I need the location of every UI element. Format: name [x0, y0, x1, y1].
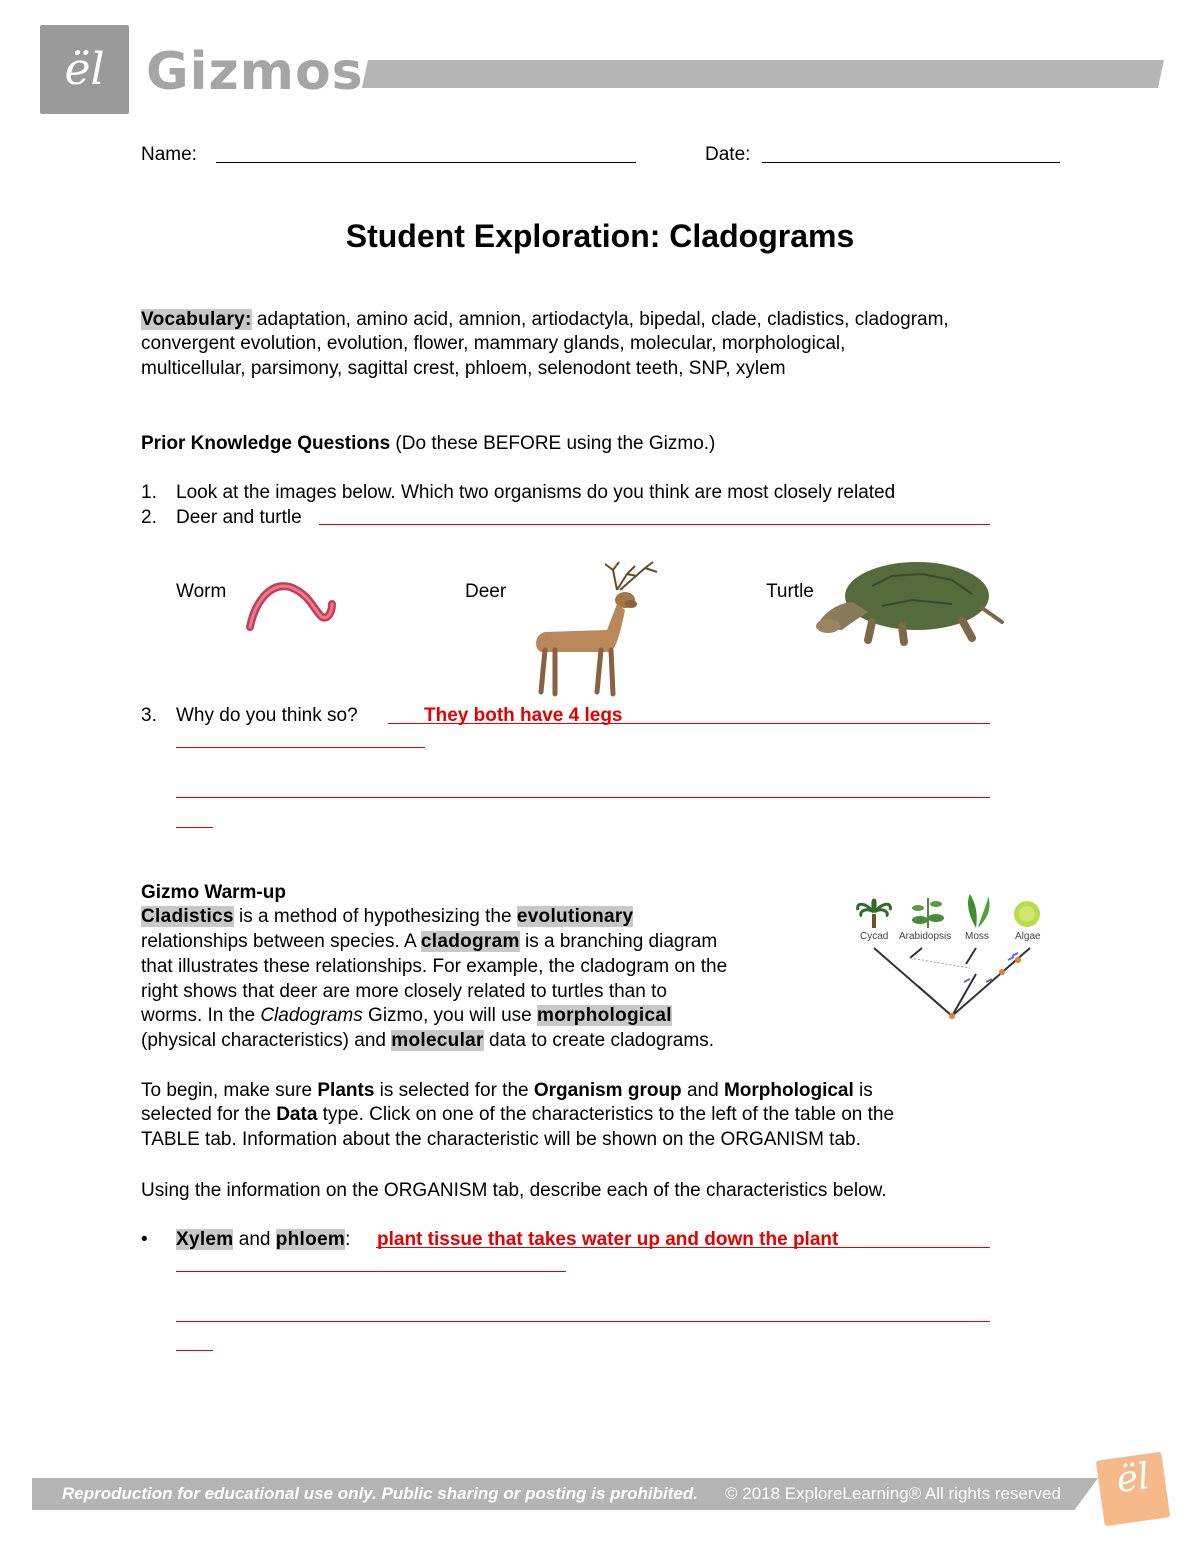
- worm-image: [240, 572, 340, 634]
- begin-line-2: selected for the Data type. Click on one of the characteristics to the left of the table on the: [141, 1104, 895, 1125]
- page-title: Student Exploration: Cladograms: [345, 218, 855, 254]
- vocabulary-label: Vocabulary:: [141, 309, 252, 330]
- warmup-line-3: that illustrates these relationships. For example, the cladogram on the: [141, 956, 728, 977]
- question-3-number: 3.: [141, 705, 157, 726]
- cycad-icon: [858, 900, 891, 928]
- warmup-line-2: relationships between species. A cladogram is a branching diagram: [141, 931, 718, 952]
- warmup-line-5: worms. In the Cladograms Gizmo, you will use morphological: [141, 1005, 672, 1026]
- cladogram-label: Arabidopsis: [899, 931, 952, 942]
- answer-line[interactable]: [176, 1321, 990, 1322]
- using-instructions: Using the information on the ORGANISM tab, describe each of the characteristics below.: [141, 1180, 887, 1201]
- bullet-icon: •: [141, 1229, 148, 1250]
- header-bar: [362, 60, 1164, 88]
- question-2-number: 2.: [141, 507, 157, 528]
- warmup-line-4: right shows that deer are more closely related to turtles than to: [141, 981, 667, 1002]
- question-2-answer: Deer and turtle: [176, 507, 302, 528]
- xylem-phloem-prompt: Xylem and phloem:: [176, 1229, 351, 1250]
- answer-line[interactable]: [388, 723, 990, 724]
- footer-notice: Reproduction for educational use only. Public sharing or posting is prohibited.: [62, 1484, 698, 1503]
- answer-line[interactable]: [319, 524, 990, 525]
- question-1-number: 1.: [141, 482, 157, 503]
- name-label: Name:: [141, 144, 197, 165]
- turtle-label: Turtle: [766, 581, 814, 602]
- brand-name: Gizmos: [146, 42, 364, 102]
- vocabulary-line-2: convergent evolution, evolution, flower, mammary glands, molecular, morphological,: [141, 333, 846, 354]
- answer-line[interactable]: [176, 1350, 213, 1351]
- answer-line[interactable]: [176, 747, 425, 748]
- xylem-phloem-answer: plant tissue that takes water up and down the plant: [377, 1229, 839, 1250]
- vocabulary-line-3: multicellular, parsimony, sagittal crest, phloem, selenodont teeth, SNP, xylem: [141, 358, 786, 379]
- warmup-line-6: (physical characteristics) and molecular data to create cladograms.: [141, 1030, 714, 1051]
- deer-label: Deer: [465, 581, 507, 602]
- question-3-text: Why do you think so?: [176, 705, 358, 726]
- algae-icon: [1014, 901, 1040, 927]
- turtle-image: [812, 556, 1004, 646]
- warmup-heading: Gizmo Warm-up: [141, 882, 286, 903]
- answer-line[interactable]: [176, 797, 990, 798]
- arabidopsis-icon: [912, 898, 944, 928]
- warmup-line-1: Cladistics is a method of hypothesizing the evolutionary: [141, 906, 634, 927]
- begin-line-3: TABLE tab. Information about the characteristic will be shown on the ORGANISM tab.: [141, 1129, 861, 1150]
- cladogram-label: Cycad: [860, 931, 889, 942]
- logo-icon: ël: [64, 44, 105, 95]
- vocabulary-line-1: Vocabulary: adaptation, amino acid, amnion, artiodactyla, bipedal, clade, cladistics, cladogram,: [141, 309, 949, 330]
- cladogram-node: [949, 1013, 955, 1019]
- question-3-answer: They both have 4 legs: [424, 705, 623, 726]
- cladogram-figure: [852, 890, 1052, 1025]
- worm-label: Worm: [176, 581, 227, 602]
- begin-line-1: To begin, make sure Plants is selected for the Organism group and Morphological is: [141, 1080, 873, 1101]
- cladogram-node: [1015, 957, 1021, 963]
- name-field[interactable]: [216, 162, 636, 163]
- prior-heading: Prior Knowledge Questions (Do these BEFORE using the Gizmo.): [141, 433, 716, 454]
- cladogram-node: [999, 969, 1005, 975]
- answer-line[interactable]: [176, 1271, 566, 1272]
- cladogram-label: Algae: [1015, 931, 1041, 942]
- answer-line[interactable]: [376, 1247, 990, 1248]
- question-1-text: Look at the images below. Which two organisms do you think are most closely related: [176, 482, 896, 503]
- footer-copyright: © 2018 ExploreLearning® All rights reserved: [725, 1484, 1061, 1503]
- date-field[interactable]: [762, 162, 1060, 163]
- answer-line[interactable]: [176, 827, 213, 828]
- deer-image: [525, 560, 665, 700]
- date-label: Date:: [705, 144, 751, 165]
- footer-logo-icon: ël: [1113, 1455, 1153, 1502]
- moss-icon: [968, 894, 990, 928]
- cladogram-label: Moss: [965, 931, 989, 942]
